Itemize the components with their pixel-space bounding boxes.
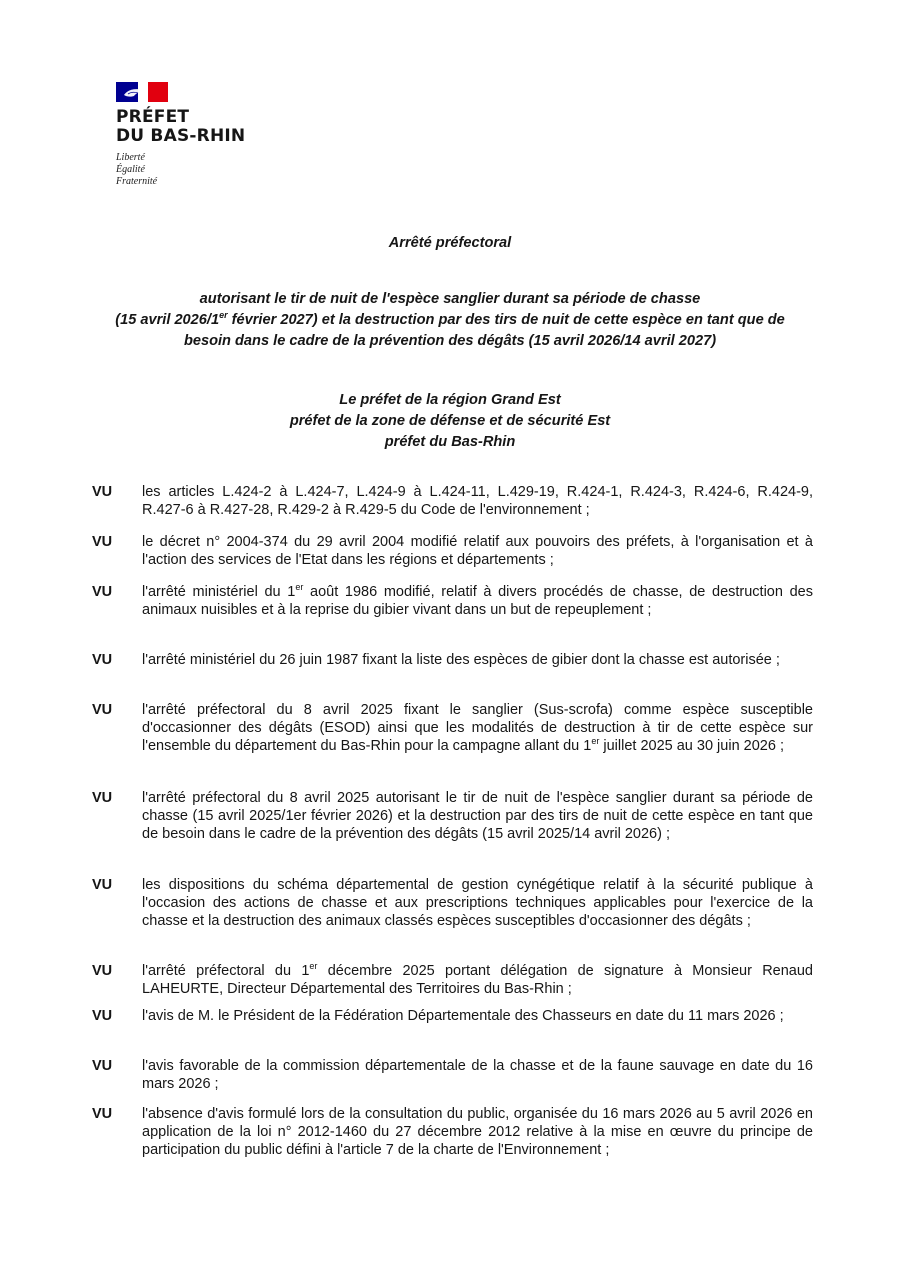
vu-label: VU [92, 652, 113, 668]
motto-liberte: Liberté [116, 152, 145, 163]
vu-text: l'arrêté ministériel du 1er août 1986 modifié, relatif à divers procédés de chasse, de destruction des animaux nuisibles et à la reprise du gibier vivant dans un but de repeuplement ; [142, 582, 813, 618]
vu-label: VU [92, 790, 113, 806]
object-line-3: besoin dans le cadre de la prévention des dégâts (15 avril 2026/14 avril 2027) [183, 333, 717, 349]
vu-text: les dispositions du schéma départemental de gestion cynégétique relatif à la sécurité publique à l'occasion des actions de chasse et aux prescriptions techniques applicables pour l'exercice de la chasse et la destruction des animaux classés espèces susceptibles d'occasionner des dégâts ; [142, 877, 813, 929]
vu-text: l'arrêté préfectoral du 8 avril 2025 fixant le sanglier (Sus-scrofa) comme espèce susceptible d'occasionner des dégâts (ESOD) ainsi que les modalités de destruction à tir de cette espèce sur l'ensemble du département du Bas-Rhin pour la campagne allant du 1er juillet 2025 au 30 juin 2026 ; [142, 702, 813, 754]
republic-motto [116, 152, 316, 188]
vu-text: l'arrêté ministériel du 26 juin 1987 fixant la liste des espèces de gibier dont la chasse est autorisée ; [142, 652, 780, 668]
vu-text: l'arrêté préfectoral du 1er décembre 2025 portant délégation de signature à Monsieur Renaud LAHEURTE, Directeur Départemental des Territoires du Bas-Rhin ; [142, 961, 813, 997]
vu-label: VU [92, 534, 113, 550]
object-line-2 [60, 310, 840, 331]
vu-text: l'absence d'avis formulé lors de la consultation du public, organisée du 16 mars 2026 au 5 avril 2026 en application de la loi n° 2012-1460 du 27 décembre 2012 relative à la mise en œuvre du principe de participation du public défini à l'article 7 de la charte de l'Environnement ; [142, 1106, 813, 1158]
vu-label: VU [92, 1106, 113, 1122]
motto-egalite: Égalité [116, 164, 145, 175]
prefet-line-2: préfet de la zone de défense et de sécurité Est [289, 413, 611, 429]
vu-label: VU [92, 484, 113, 500]
prefecture-logo [116, 82, 316, 188]
vu-text: l'avis favorable de la commission départementale de la chasse et de la faune sauvage en date du 16 mars 2026 ; [142, 1058, 813, 1092]
vu-label: VU [92, 584, 113, 600]
vu-text: l'avis de M. le Président de la Fédération Départementale des Chasseurs en date du 11 mars 2026 ; [142, 1008, 784, 1024]
vu-label: VU [92, 702, 113, 718]
vu-label: VU [92, 1058, 113, 1074]
vu-text: les articles L.424-2 à L.424-7, L.424-9 à L.424-11, L.429-19, R.424-1, R.424-3, R.424-6, R.424-9, R.427-6 à R.427-28, R.429-2 à R.429-5 du Code de l'environnement ; [142, 484, 813, 518]
authority-line-1: PRÉFET [116, 107, 190, 127]
document-object [60, 289, 840, 352]
prefet-line-1: Le préfet de la région Grand Est [339, 392, 561, 408]
authority-line-2: DU BAS-RHIN [116, 126, 246, 146]
authority-name [116, 108, 316, 146]
vu-label: VU [92, 877, 113, 893]
marianne-flag-icon [116, 82, 168, 102]
object-line-1: autorisant le tir de nuit de l'espèce sanglier durant sa période de chasse [199, 291, 701, 307]
vu-text: le décret n° 2004-374 du 29 avril 2004 modifié relatif aux pouvoirs des préfets, à l'organisation et à l'action des services de l'Etat dans les régions et départements ; [142, 534, 813, 568]
vu-text: l'arrêté préfectoral du 8 avril 2025 autorisant le tir de nuit de l'espèce sanglier durant sa période de chasse (15 avril 2025/1er février 2026) et la destruction par des tirs de nuit de cette espèce en tant que de besoin dans le cadre de la prévention des dégâts (15 avril 2025/14 avril 2026) ; [142, 790, 813, 842]
object-line-2-sup: er [219, 310, 228, 321]
document-title [60, 233, 840, 254]
object-line-2-a: (15 avril 2026/1 [115, 312, 220, 328]
motto-fraternite: Fraternité [116, 176, 158, 187]
object-line-2-b: février 2027) et la destruction par des tirs de nuit de cette espèce en tant que de [227, 312, 785, 328]
vu-label: VU [92, 963, 113, 979]
vu-label: VU [92, 1008, 113, 1024]
prefet-line-3: préfet du Bas-Rhin [384, 434, 516, 450]
document-title-text: Arrêté préfectoral [388, 235, 512, 251]
prefet-block [60, 390, 840, 453]
